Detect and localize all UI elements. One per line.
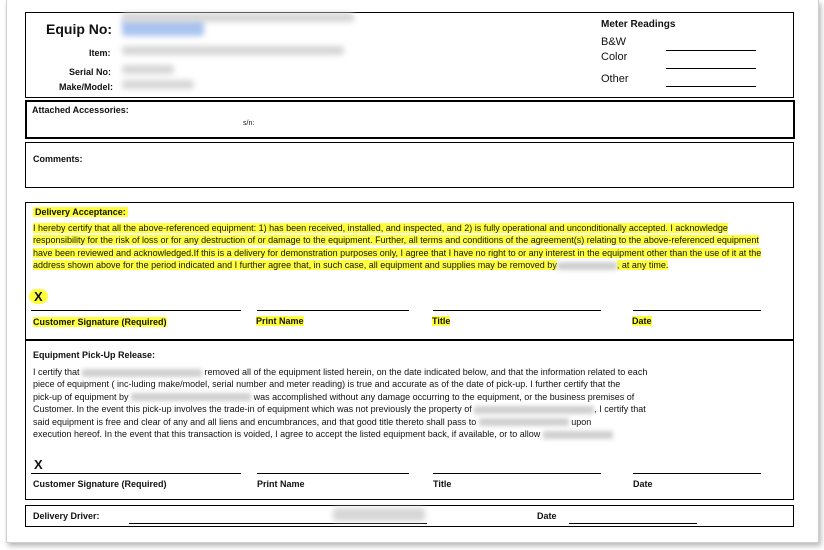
pickup-line: Customer. In the event this pick-up involves the trade-in of equipment which was not previously the property of , I certify that: [33, 404, 646, 415]
accessories-sn-label: s/n:: [243, 120, 255, 127]
meter-bw-label: B&W: [601, 36, 627, 48]
delivery-driver-line[interactable]: [129, 523, 427, 524]
redacted-item: [122, 46, 344, 55]
delivery-driver-label: Delivery Driver:: [33, 511, 100, 521]
meter-color-line[interactable]: [666, 68, 756, 69]
pickup-print-name-line[interactable]: [257, 473, 409, 474]
delivery-driver-date-label: Date: [537, 511, 557, 521]
pickup-signature-line[interactable]: [31, 473, 241, 474]
pickup-release-box: [25, 340, 794, 500]
pickup-release-title: Equipment Pick-Up Release:: [33, 350, 156, 360]
pickup-line: piece of equipment ( inc-luding make/model, serial number and meter reading) is true and accurate as of the date of pick-up. I further certify that the: [33, 379, 621, 390]
delivery-signature-label: Customer Signature (Required): [33, 317, 167, 327]
equipment-info-box: [25, 12, 794, 98]
delivery-date-line[interactable]: [633, 310, 761, 311]
delivery-sign-mark: X: [29, 289, 48, 304]
pickup-line: pick-up of equipment by was accomplished without any damage occurring to the equipment, or the business premises of: [33, 391, 635, 402]
pickup-line: said equipment is free and clear of any and all liens and encumbrances, and that good title thereto shall pass to upon: [33, 416, 592, 427]
redacted-make-model: [122, 80, 194, 89]
comments-label: Comments:: [33, 154, 83, 164]
equip-no-label: Equip No:: [46, 21, 113, 37]
pickup-signature-label: Customer Signature (Required): [33, 479, 167, 489]
meter-color-label: Color: [601, 51, 628, 63]
accessories-label: Attached Accessories:: [32, 105, 129, 115]
comments-box: [25, 142, 794, 188]
delivery-acceptance-box: [25, 202, 794, 341]
delivery-acceptance-text: I hereby certify that all the above-referenced equipment: 1) has been received, installed, and inspected, and 2) is fully operational and unconditionally accepted. I acknowledge responsibility for the risk of loss or for any destruction of or damage to the equipment. Further, all terms and conditions of the agreement(s) relating to the above-referenced equipment have been reviewed and acknowledged.If this is a delivery for demonstration purposes only, I agree that I have no right to or any interest in the equipment other than the use of it at the address shown above for the period indicated and I further agree that, in such case, all equipment and supplies may be removed by , at any time.: [33, 223, 762, 271]
delivery-print-name-label: Print Name: [256, 316, 304, 326]
delivery-title-label: Title: [432, 316, 451, 326]
delivery-driver-box: [25, 505, 794, 527]
delivery-date-label: Date: [632, 316, 652, 326]
serial-no-label: Serial No:: [69, 67, 112, 77]
pickup-title-line[interactable]: [433, 473, 601, 474]
redacted-header-field: [122, 13, 354, 22]
make-model-label: Make/Model:: [59, 82, 114, 92]
delivery-title-line[interactable]: [433, 310, 601, 311]
delivery-driver-date-line[interactable]: [569, 523, 697, 524]
pickup-sign-mark: X: [34, 457, 43, 472]
pickup-print-name-label: Print Name: [257, 479, 305, 489]
pickup-line: execution hereof. In the event that this transaction is voided, I agree to accept the listed equipment back, if available, or to allow: [33, 428, 733, 440]
meter-other-line[interactable]: [666, 86, 756, 87]
accessories-box: [25, 100, 795, 139]
pickup-release-text: [33, 366, 733, 440]
delivery-acceptance-title: Delivery Acceptance:: [35, 207, 126, 217]
delivery-signature-line[interactable]: [31, 310, 241, 311]
pickup-date-label: Date: [633, 479, 653, 489]
meter-bw-line[interactable]: [666, 50, 756, 51]
delivery-print-name-line[interactable]: [257, 310, 409, 311]
redacted-serial: [122, 65, 174, 74]
meter-other-label: Other: [601, 73, 629, 85]
pickup-date-line[interactable]: [633, 473, 761, 474]
pickup-title-label: Title: [433, 479, 452, 489]
item-label: Item:: [89, 48, 111, 58]
redacted-driver-name: [333, 508, 425, 521]
pickup-line: I certify that removed all of the equipment listed herein, on the date indicated below, and that the information related to each: [33, 367, 648, 377]
meter-readings-title: Meter Readings: [601, 19, 676, 30]
form-sheet: [6, 0, 819, 543]
